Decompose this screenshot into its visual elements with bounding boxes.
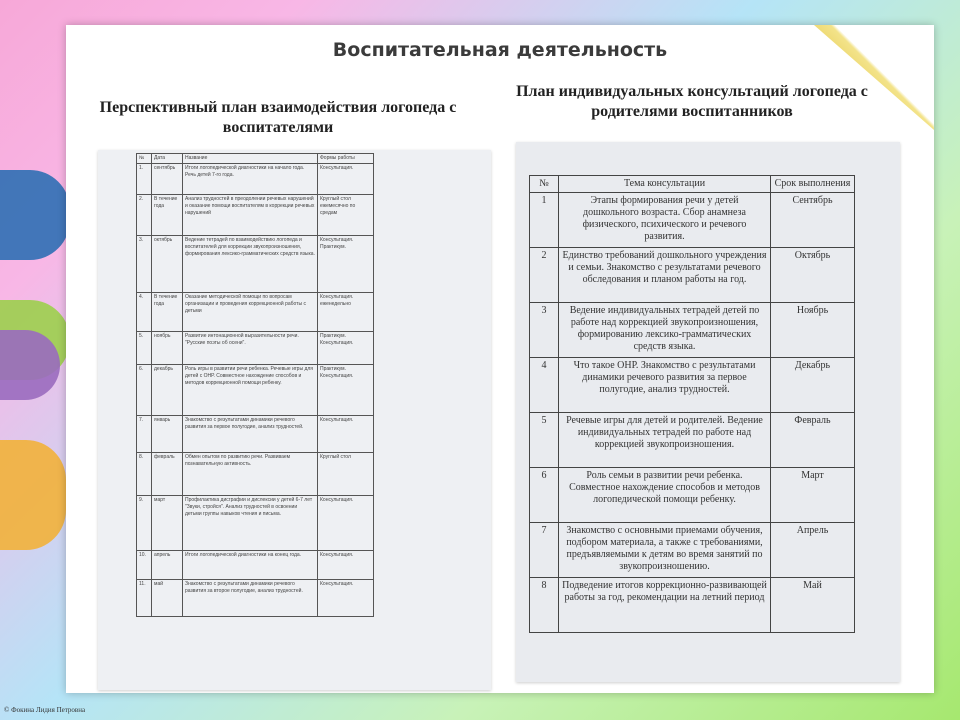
cell-num: 7: [530, 523, 559, 578]
cell-form: Круглый стол ежемесячно по средам: [318, 195, 374, 236]
cell-num: 6.: [137, 365, 152, 416]
cell-term: Ноябрь: [771, 303, 855, 358]
table-row: [137, 551, 374, 580]
cell-name: Знакомство с результатами динамики речевого развития за второе полугодие, анализ трудностей.: [183, 580, 318, 617]
cell-num: 3.: [137, 236, 152, 293]
cell-num: 4.: [137, 293, 152, 332]
table-row: [137, 293, 374, 332]
cell-term: Март: [771, 468, 855, 523]
cell-topic: Ведение индивидуальных тетрадей детей по работе над коррекцией звукопроизношения, формированию лексико-грамматических средств языка.: [559, 303, 771, 358]
cell-date: январь: [152, 416, 183, 453]
cell-date: март: [152, 496, 183, 551]
col-header-num: №: [530, 176, 559, 193]
table-row: [530, 358, 855, 413]
table-row: [530, 193, 855, 248]
cell-num: 10.: [137, 551, 152, 580]
cell-name: Итоги логопедической диагностики на начало года. Речь детей 7-го года.: [183, 164, 318, 195]
cell-date: февраль: [152, 453, 183, 496]
cell-num: 1: [530, 193, 559, 248]
col-header-form: Формы работы: [318, 154, 374, 164]
cell-form: Практикум. Консультация.: [318, 365, 374, 416]
cell-num: 8.: [137, 453, 152, 496]
cell-num: 6: [530, 468, 559, 523]
table-row: [137, 195, 374, 236]
left-document-photo: [98, 150, 491, 690]
cell-topic: Что такое ОНР. Знакомство с результатами динамики речевого развития за первое полугодие, анализ трудностей.: [559, 358, 771, 413]
cell-date: В течение года: [152, 293, 183, 332]
slide: [66, 25, 934, 693]
table-row: [137, 332, 374, 365]
cell-topic: Роль семьи в развитии речи ребенка. Совместное нахождение способов и методов логопедической помощи ребенку.: [559, 468, 771, 523]
cell-form: Практикум. Консультация.: [318, 332, 374, 365]
col-header-date: Дата: [152, 154, 183, 164]
cell-term: Декабрь: [771, 358, 855, 413]
cell-term: Февраль: [771, 413, 855, 468]
right-document-photo: [516, 142, 900, 682]
cell-date: май: [152, 580, 183, 617]
table-row: [530, 303, 855, 358]
table-row: [137, 580, 374, 617]
cell-name: Анализ трудностей в преодолении речевых нарушений и оказание помощи воспитателям в коррекции речевых нарушений: [183, 195, 318, 236]
decor-ribbon-blue: [0, 170, 70, 260]
cell-name: Развитие интонационной выразительности речи. "Русские поэты об осени".: [183, 332, 318, 365]
cell-name: Оказание методической помощи по вопросам организации и проведения коррекционной работы с детьми: [183, 293, 318, 332]
cell-name: Ведение тетрадей по взаимодействию логопеда и воспитателей для коррекции звукопроизношения, формирования лексико-грамматических средств языка.: [183, 236, 318, 293]
table-row: [530, 248, 855, 303]
left-heading: Перспективный план взаимодействия логопеда с воспитателями: [99, 99, 457, 136]
table-row: [530, 413, 855, 468]
table-row: [137, 365, 374, 416]
cell-topic: Этапы формирования речи у детей дошкольного возраста. Сбор анамнеза физического, психического и речевого развития.: [559, 193, 771, 248]
table-row: [530, 468, 855, 523]
author-credit: © Фокина Лидия Петровна: [4, 706, 86, 714]
cell-num: 3: [530, 303, 559, 358]
col-header-num: №: [137, 154, 152, 164]
table-header-row: [137, 154, 374, 164]
cell-name: Профилактика дисграфии и дислексии у детей 6-7 лет "Звуки, стройся". Анализ трудностей в освоении детьми группы навыков чтения и письма.: [183, 496, 318, 551]
col-header-topic: Тема консультации: [559, 176, 771, 193]
right-heading: План индивидуальных консультаций логопеда с родителями воспитанников: [516, 83, 868, 120]
cell-term: Май: [771, 578, 855, 633]
cell-form: Консультация.: [318, 164, 374, 195]
col-header-name: Название: [183, 154, 318, 164]
left-plan-table: [136, 153, 374, 617]
cell-name: Обмен опытом по развитию речи. Развиваем познавательную активность.: [183, 453, 318, 496]
cell-topic: Речевые игры для детей и родителей. Ведение индивидуальных тетрадей по работе над коррекцией звукопроизношения.: [559, 413, 771, 468]
cell-form: Консультация. Практикум.: [318, 236, 374, 293]
cell-name: Знакомство с результатами динамики речевого развития за первое полугодие, анализ трудностей.: [183, 416, 318, 453]
cell-num: 2.: [137, 195, 152, 236]
cell-term: Апрель: [771, 523, 855, 578]
decor-ribbon-orange: [0, 440, 66, 550]
cell-date: сентябрь: [152, 164, 183, 195]
cell-date: В течение года: [152, 195, 183, 236]
cell-num: 4: [530, 358, 559, 413]
cell-num: 11.: [137, 580, 152, 617]
cell-num: 5: [530, 413, 559, 468]
cell-date: ноябрь: [152, 332, 183, 365]
cell-topic: Знакомство с основными приемами обучения, подбором материала, а также с требованиями, предъявляемыми к детям во время занятий по звукопроизношению.: [559, 523, 771, 578]
cell-term: Октябрь: [771, 248, 855, 303]
right-plan-table: [529, 175, 855, 633]
cell-date: октябрь: [152, 236, 183, 293]
table-row: [137, 164, 374, 195]
cell-num: 1.: [137, 164, 152, 195]
cell-topic: Подведение итогов коррекционно-развивающей работы за год, рекомендации на летний период: [559, 578, 771, 633]
cell-num: 2: [530, 248, 559, 303]
cell-num: 7.: [137, 416, 152, 453]
cell-term: Сентябрь: [771, 193, 855, 248]
cell-form: Консультация.: [318, 416, 374, 453]
cell-name: Роль игры в развитии речи ребенка. Речевые игры для детей с ОНР. Совместное нахождение способов и методов коррекционной помощи ребенку.: [183, 365, 318, 416]
cell-name: Итоги логопедической диагностики на конец года.: [183, 551, 318, 580]
table-row: [137, 236, 374, 293]
table-row: [530, 523, 855, 578]
table-header-row: [530, 176, 855, 193]
page-title: Воспитательная деятельность: [332, 39, 668, 61]
cell-num: 9.: [137, 496, 152, 551]
table-row: [137, 416, 374, 453]
table-row: [530, 578, 855, 633]
cell-form: Консультация.: [318, 580, 374, 617]
table-row: [137, 496, 374, 551]
cell-num: 8: [530, 578, 559, 633]
cell-topic: Единство требований дошкольного учреждения и семьи. Знакомство с результатами речевого обследования и планом работы на год.: [559, 248, 771, 303]
cell-form: Консультация.: [318, 496, 374, 551]
table-row: [137, 453, 374, 496]
cell-form: Круглый стол: [318, 453, 374, 496]
cell-date: декабрь: [152, 365, 183, 416]
cell-date: апрель: [152, 551, 183, 580]
cell-form: Консультация.: [318, 551, 374, 580]
cell-num: 5.: [137, 332, 152, 365]
cell-form: Консультация. еженедельно: [318, 293, 374, 332]
col-header-term: Срок выполнения: [771, 176, 855, 193]
